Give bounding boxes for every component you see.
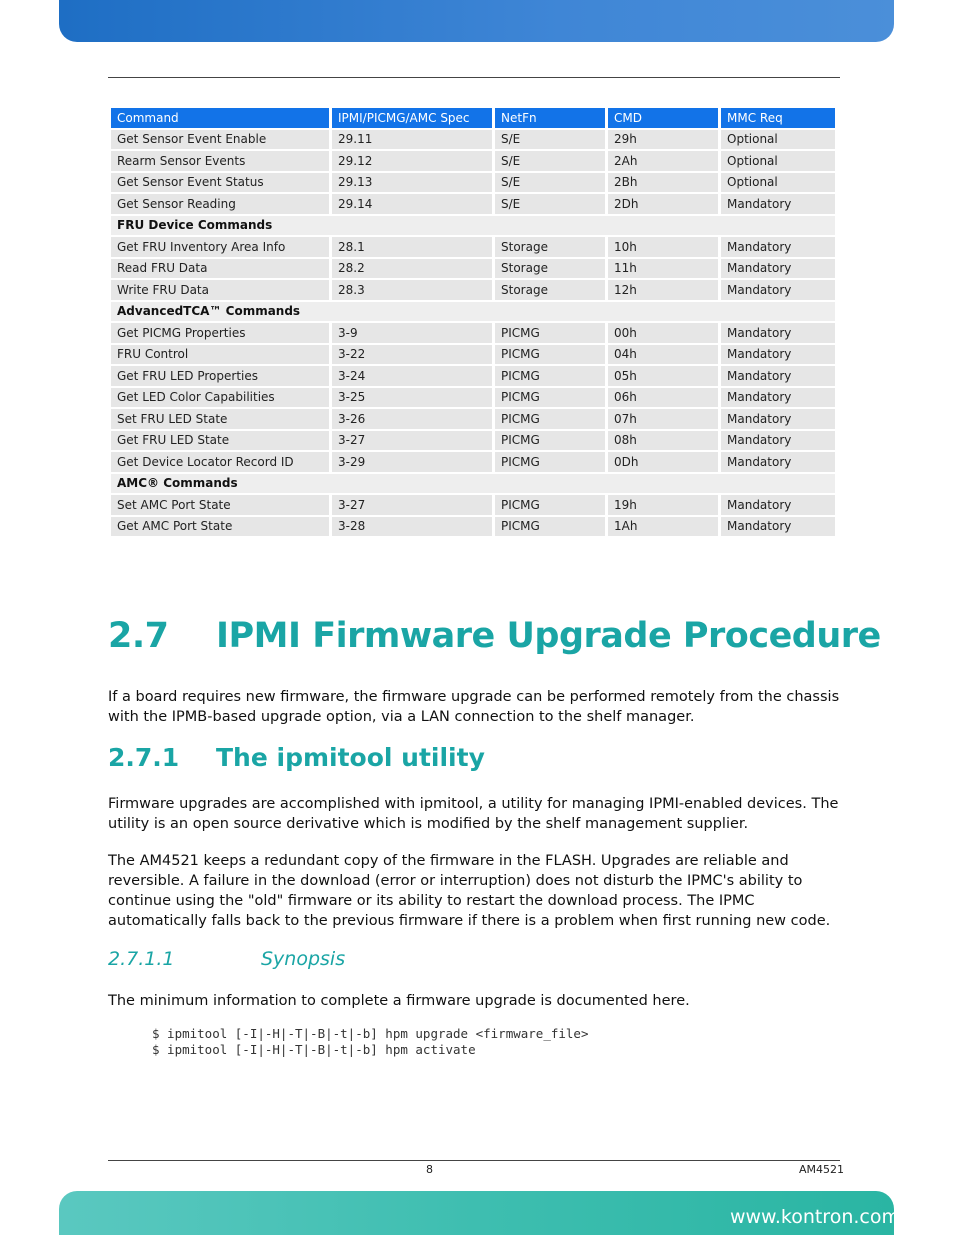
mmc-req-cell: Optional bbox=[721, 130, 835, 150]
mmc-req-cell: Mandatory bbox=[721, 323, 835, 343]
table-row bbox=[111, 194, 835, 214]
subsection-title: The ipmitool utility bbox=[216, 743, 485, 772]
subsection-heading bbox=[108, 743, 485, 772]
command-cell: Get Sensor Event Status bbox=[111, 173, 329, 193]
mmc-req-cell: Mandatory bbox=[721, 280, 835, 300]
spec-cell: 3-25 bbox=[332, 388, 492, 408]
cmd-cell: 2Bh bbox=[608, 173, 718, 193]
table-group-row bbox=[111, 474, 835, 494]
spec-cell: 29.11 bbox=[332, 130, 492, 150]
website-link[interactable]: www.kontron.com bbox=[729, 1206, 900, 1228]
group-label-cell: FRU Device Commands bbox=[111, 216, 835, 236]
netfn-cell: PICMG bbox=[495, 409, 605, 429]
spec-cell: 29.13 bbox=[332, 173, 492, 193]
netfn-cell: PICMG bbox=[495, 452, 605, 472]
table-row bbox=[111, 366, 835, 386]
mmc-req-cell: Mandatory bbox=[721, 409, 835, 429]
command-cell: Rearm Sensor Events bbox=[111, 151, 329, 171]
command-cell: Get PICMG Properties bbox=[111, 323, 329, 343]
table-row bbox=[111, 431, 835, 451]
spec-cell: 29.14 bbox=[332, 194, 492, 214]
mmc-req-cell: Mandatory bbox=[721, 259, 835, 279]
cmd-cell: 29h bbox=[608, 130, 718, 150]
mmc-req-cell: Mandatory bbox=[721, 237, 835, 257]
header-rule bbox=[108, 77, 840, 78]
mmc-req-cell: Optional bbox=[721, 173, 835, 193]
table-row bbox=[111, 151, 835, 171]
spec-cell: 28.1 bbox=[332, 237, 492, 257]
header-cell-mmc-req: MMC Req bbox=[721, 108, 835, 128]
command-cell: Get Device Locator Record ID bbox=[111, 452, 329, 472]
spec-cell: 3-27 bbox=[332, 431, 492, 451]
command-cell: Set AMC Port State bbox=[111, 495, 329, 515]
netfn-cell: Storage bbox=[495, 237, 605, 257]
netfn-cell: PICMG bbox=[495, 323, 605, 343]
ipmitool-paragraph: Firmware upgrades are accomplished with ipmitool, a utility for managing IPMI-enabled devices. The utility is an open source derivative which is modified by the shelf management supplier. bbox=[108, 796, 839, 832]
command-table bbox=[108, 106, 838, 538]
header-cell-cmd: CMD bbox=[608, 108, 718, 128]
section-intro-paragraph: If a board requires new firmware, the firmware upgrade can be performed remotely from the chassis with the IPMB-based upgrade option, via a LAN connection to the shelf manager. bbox=[108, 689, 840, 725]
command-cell: Get FRU LED State bbox=[111, 431, 329, 451]
mmc-req-cell: Mandatory bbox=[721, 495, 835, 515]
table-row bbox=[111, 345, 835, 365]
mmc-req-cell: Mandatory bbox=[721, 517, 835, 537]
netfn-cell: PICMG bbox=[495, 388, 605, 408]
table-group-row bbox=[111, 302, 835, 322]
subsubsection-number: 2.7.1.1 bbox=[108, 948, 175, 970]
cmd-cell: 06h bbox=[608, 388, 718, 408]
cmd-cell: 05h bbox=[608, 366, 718, 386]
cmd-cell: 2Dh bbox=[608, 194, 718, 214]
table-row bbox=[111, 259, 835, 279]
table-row bbox=[111, 495, 835, 515]
spec-cell: 3-24 bbox=[332, 366, 492, 386]
mmc-req-cell: Optional bbox=[721, 151, 835, 171]
table-row bbox=[111, 388, 835, 408]
netfn-cell: S/E bbox=[495, 151, 605, 171]
cmd-cell: 0Dh bbox=[608, 452, 718, 472]
group-label-cell: AMC® Commands bbox=[111, 474, 835, 494]
netfn-cell: Storage bbox=[495, 280, 605, 300]
spec-cell: 3-28 bbox=[332, 517, 492, 537]
code-block bbox=[152, 1026, 589, 1057]
spec-cell: 29.12 bbox=[332, 151, 492, 171]
section-heading bbox=[108, 616, 881, 656]
netfn-cell: S/E bbox=[495, 194, 605, 214]
footer-rule bbox=[108, 1160, 840, 1161]
cmd-cell: 07h bbox=[608, 409, 718, 429]
command-cell: FRU Control bbox=[111, 345, 329, 365]
table-row bbox=[111, 130, 835, 150]
redundancy-paragraph: The AM4521 keeps a redundant copy of the firmware in the FLASH. Upgrades are reliable and reversible. A failure in the download (error or interruption) does not disturb the IPMC's ability to continue using the "old" firmware or its ability to restart the download process. The IPMC automatically falls back to the previous firmware if there is a problem when first running new code. bbox=[108, 853, 831, 929]
table-header-row bbox=[111, 108, 835, 128]
table-row bbox=[111, 409, 835, 429]
spec-cell: 3-26 bbox=[332, 409, 492, 429]
table-row bbox=[111, 237, 835, 257]
header-cell-netfn: NetFn bbox=[495, 108, 605, 128]
mmc-req-cell: Mandatory bbox=[721, 194, 835, 214]
cmd-cell: 1Ah bbox=[608, 517, 718, 537]
netfn-cell: PICMG bbox=[495, 345, 605, 365]
spec-cell: 3-9 bbox=[332, 323, 492, 343]
netfn-cell: PICMG bbox=[495, 517, 605, 537]
cmd-cell: 12h bbox=[608, 280, 718, 300]
mmc-req-cell: Mandatory bbox=[721, 366, 835, 386]
cmd-cell: 00h bbox=[608, 323, 718, 343]
mmc-req-cell: Mandatory bbox=[721, 431, 835, 451]
table-group-row bbox=[111, 216, 835, 236]
table-row bbox=[111, 517, 835, 537]
command-cell: Read FRU Data bbox=[111, 259, 329, 279]
code-line-upgrade: $ ipmitool [-I|-H|-T|-B|-t|-b] hpm upgrade <firmware_file> bbox=[152, 1026, 589, 1041]
netfn-cell: S/E bbox=[495, 173, 605, 193]
cmd-cell: 04h bbox=[608, 345, 718, 365]
netfn-cell: PICMG bbox=[495, 431, 605, 451]
command-cell: Get AMC Port State bbox=[111, 517, 329, 537]
subsubsection-title: Synopsis bbox=[261, 948, 346, 970]
command-cell: Get Sensor Reading bbox=[111, 194, 329, 214]
cmd-cell: 08h bbox=[608, 431, 718, 451]
mmc-req-cell: Mandatory bbox=[721, 452, 835, 472]
header-cell-spec: IPMI/PICMG/AMC Spec bbox=[332, 108, 492, 128]
code-line-activate: $ ipmitool [-I|-H|-T|-B|-t|-b] hpm activate bbox=[152, 1041, 476, 1057]
spec-cell: 3-29 bbox=[332, 452, 492, 472]
netfn-cell: PICMG bbox=[495, 366, 605, 386]
subsection-number: 2.7.1 bbox=[108, 743, 180, 772]
mmc-req-cell: Mandatory bbox=[721, 345, 835, 365]
command-cell: Get FRU LED Properties bbox=[111, 366, 329, 386]
command-cell: Set FRU LED State bbox=[111, 409, 329, 429]
command-cell: Get Sensor Event Enable bbox=[111, 130, 329, 150]
spec-cell: 3-27 bbox=[332, 495, 492, 515]
table-row bbox=[111, 280, 835, 300]
document-id: AM4521 bbox=[799, 1163, 845, 1176]
subsubsection-heading bbox=[108, 948, 345, 970]
netfn-cell: PICMG bbox=[495, 495, 605, 515]
table-row bbox=[111, 323, 835, 343]
command-cell: Write FRU Data bbox=[111, 280, 329, 300]
netfn-cell: Storage bbox=[495, 259, 605, 279]
cmd-cell: 19h bbox=[608, 495, 718, 515]
spec-cell: 28.2 bbox=[332, 259, 492, 279]
table-body bbox=[111, 130, 835, 537]
command-cell: Get LED Color Capabilities bbox=[111, 388, 329, 408]
header-banner bbox=[59, 0, 894, 42]
table-row bbox=[111, 452, 835, 472]
synopsis-paragraph: The minimum information to complete a firmware upgrade is documented here. bbox=[108, 993, 690, 1009]
cmd-cell: 10h bbox=[608, 237, 718, 257]
spec-cell: 3-22 bbox=[332, 345, 492, 365]
group-label-cell: AdvancedTCA™ Commands bbox=[111, 302, 835, 322]
section-number: 2.7 bbox=[108, 616, 169, 656]
command-cell: Get FRU Inventory Area Info bbox=[111, 237, 329, 257]
mmc-req-cell: Mandatory bbox=[721, 388, 835, 408]
header-cell-command: Command bbox=[111, 108, 329, 128]
page-number: 8 bbox=[426, 1163, 433, 1176]
table-row bbox=[111, 173, 835, 193]
cmd-cell: 2Ah bbox=[608, 151, 718, 171]
spec-cell: 28.3 bbox=[332, 280, 492, 300]
section-title: IPMI Firmware Upgrade Procedure bbox=[216, 616, 881, 656]
netfn-cell: S/E bbox=[495, 130, 605, 150]
cmd-cell: 11h bbox=[608, 259, 718, 279]
